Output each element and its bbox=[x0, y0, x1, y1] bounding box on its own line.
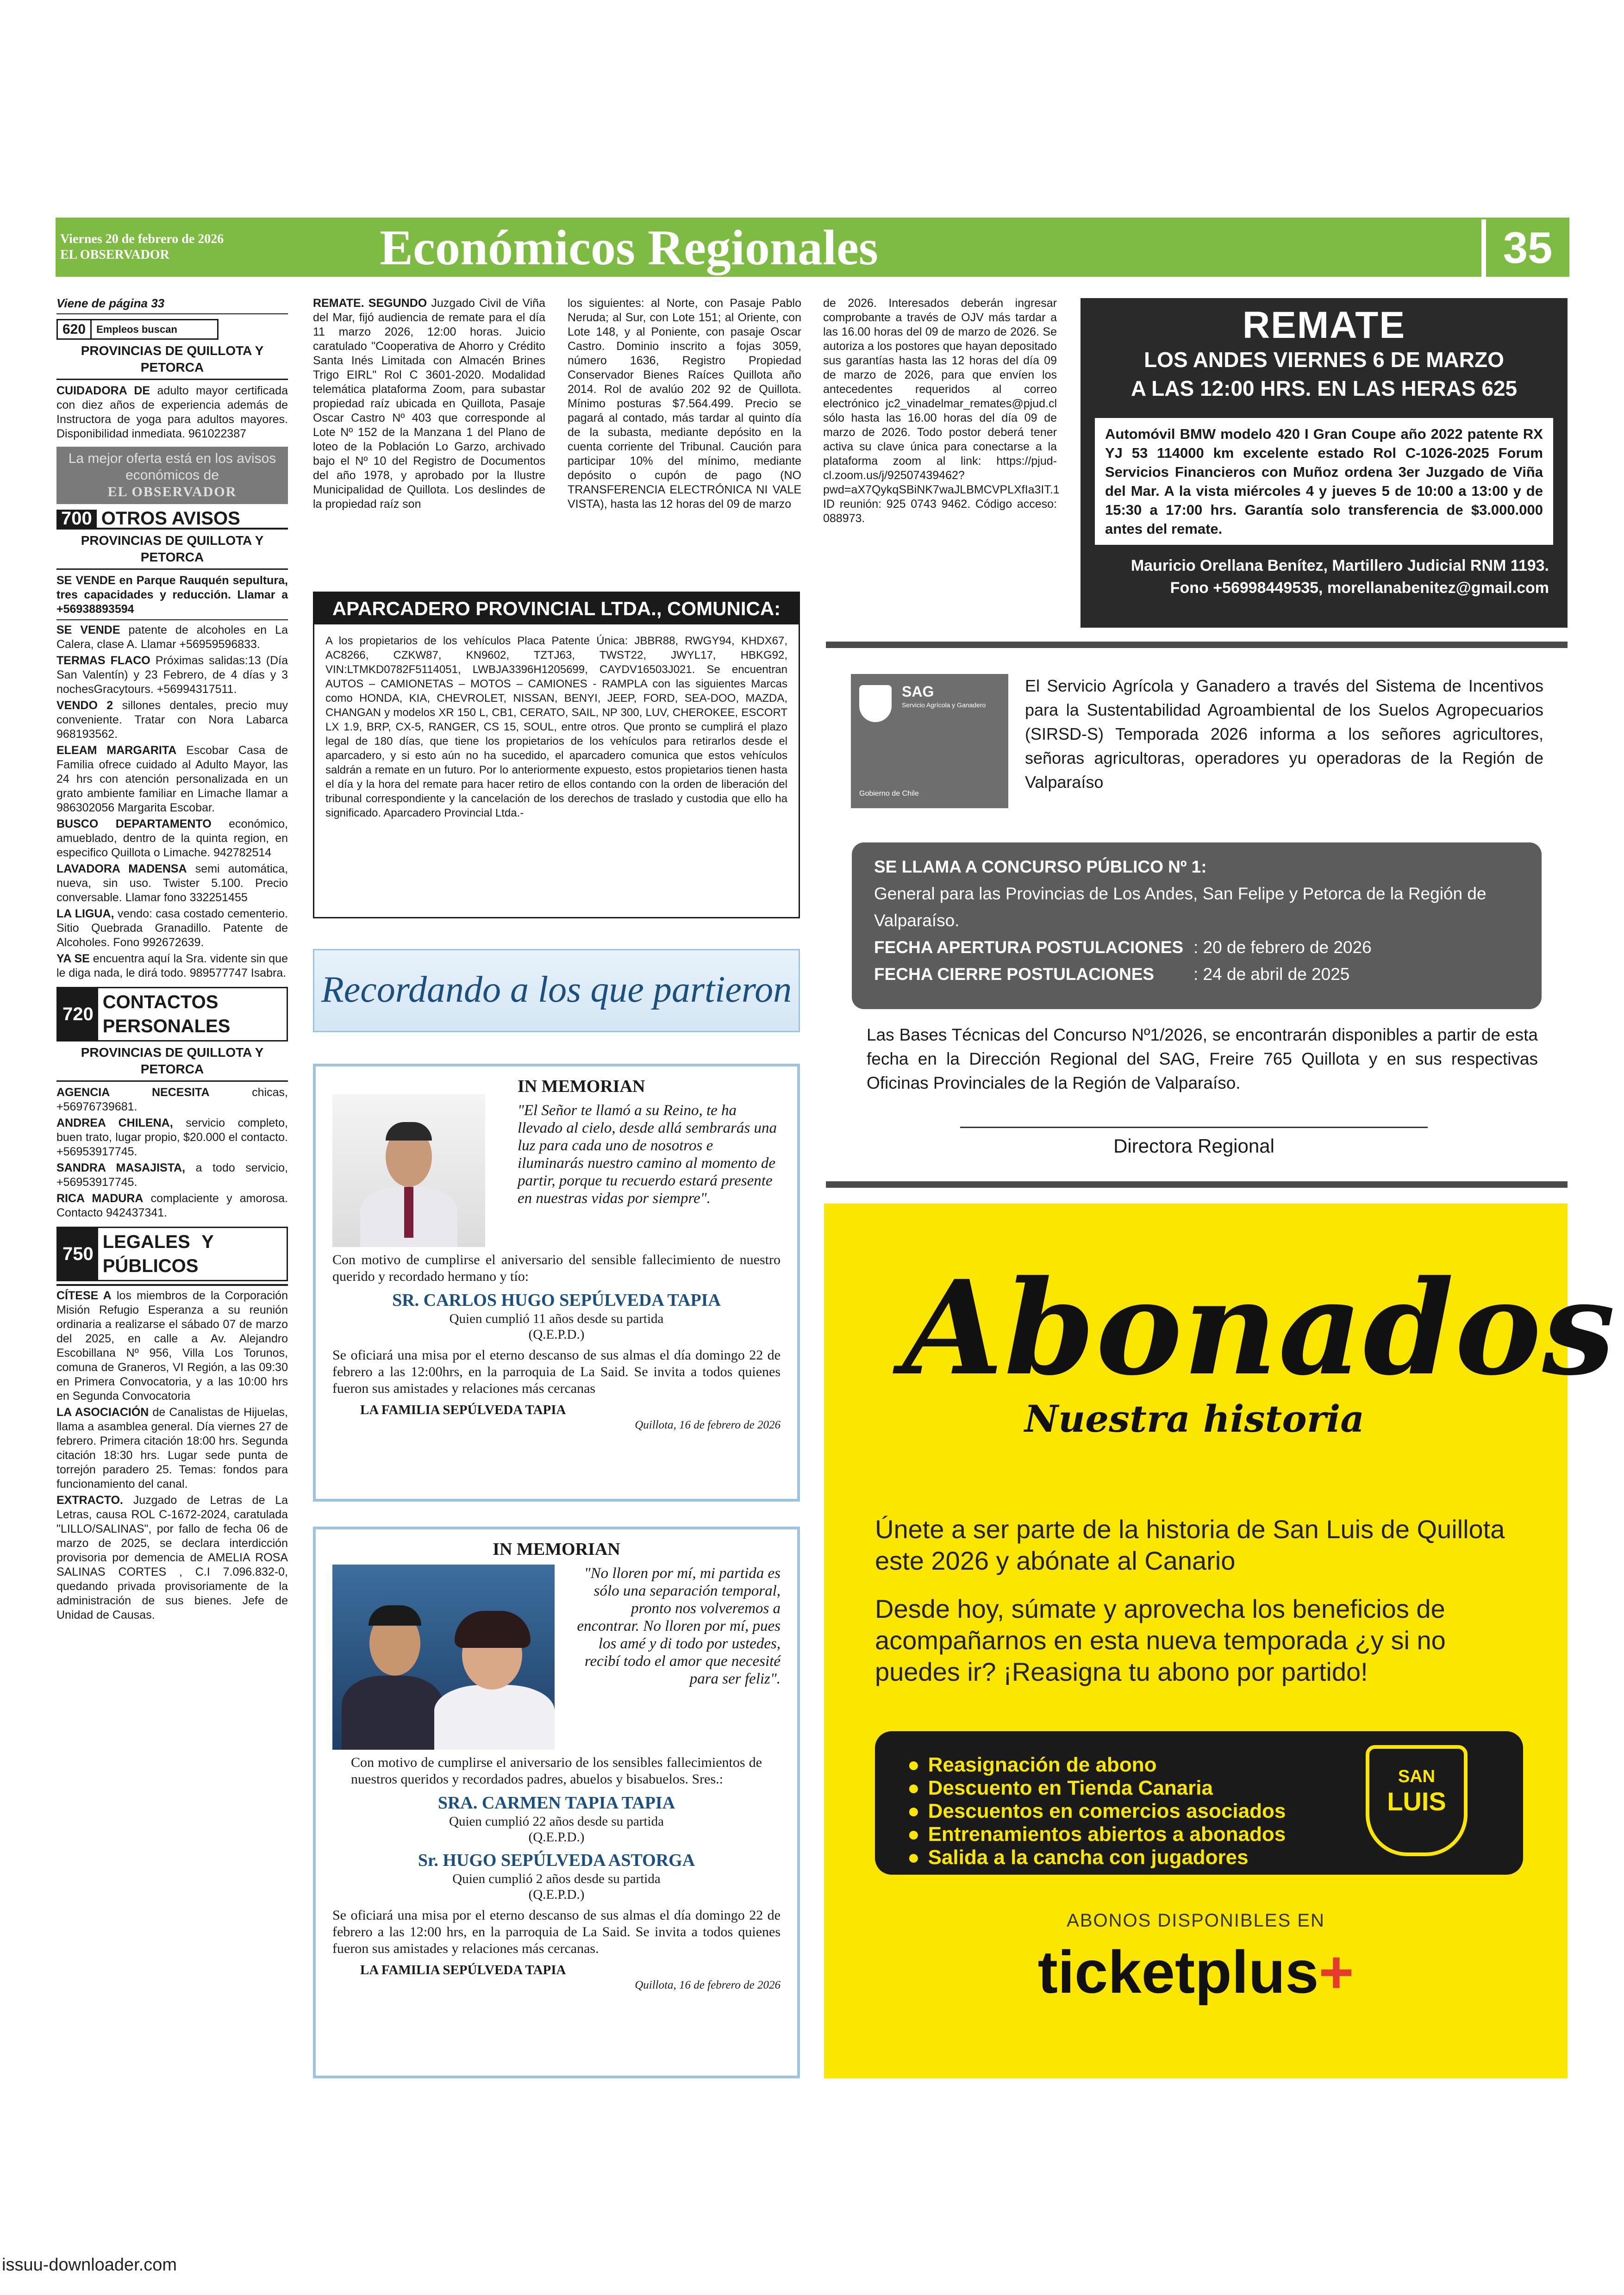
sag-logo: SAG Servicio Agrícola y Ganadero Gobierno de Chile bbox=[851, 674, 1008, 808]
memorial-name: SR. CARLOS HUGO SEPÚLVEDA TAPIA bbox=[392, 1291, 721, 1310]
ad-item: AGENCIA NECESITA chicas, +56976739681. bbox=[56, 1086, 288, 1113]
abonados-title: Abonados bbox=[903, 1252, 1616, 1404]
sag-concurso-title: SE LLAMA A CONCURSO PÚBLICO Nº 1: bbox=[874, 857, 1207, 876]
header-paper: EL OBSERVADOR bbox=[60, 248, 169, 262]
ad-item: EXTRACTO. Juzgado de Letras de La Letras, causa ROL C-1672-2024, caratulada "LILLO/SALINAS", por fallo de fecha 06 de marzo de 2025, se declara interdicción provisoria por demencia de AMELIA ROSA SALINAS CORTES , C.I 7.096.832-0, quedando privada provisoriamente de la administración de sus bienes. Jefe de Unidad de Causas. bbox=[56, 1494, 288, 1621]
memorial-years: Quien cumplió 2 años desde su partida bbox=[452, 1871, 661, 1886]
remate-notice-col3: de 2026. Interesados deberán ingresar comprobante a través de OJV más tardar a las 16.00 horas del 09 de marzo de 2026. Se autoriza a los postores que hayan depositado sus garantías hasta las 12 horas del día 09 de marzo de 2026, para que envíen los antecedentes requeridos al correo electrónico jc2_vinadelmar_remates@pjud.cl sólo hasta las 16.00 horas del día 09 de marzo de 2026. Todo postor deberá tener activa su clave única para conectarse a la plataforma zoom al link: https://pjud-cl.zoom.us/j/92507439462?pwd=aX7QykqSBiNK7waJLBMCVPLXfIa3IT.1 ID reunión: 925 0743 9462. Código acceso: 088973. bbox=[823, 297, 1060, 525]
memorial-years: Quien cumplió 22 años desde su partida bbox=[449, 1814, 664, 1829]
abonados-subtitle: Nuestra historia bbox=[1024, 1397, 1365, 1441]
page-number: 35 bbox=[1481, 219, 1569, 277]
memorial-heading: IN MEMORIAN bbox=[493, 1540, 620, 1559]
benefit-item: ● Salida a la cancha con jugadores bbox=[907, 1846, 1491, 1869]
remate-ad-line1: LOS ANDES VIERNES 6 DE MARZO bbox=[1144, 348, 1504, 372]
section-700 bbox=[56, 510, 288, 530]
ad-cuidadora: CUIDADORA DE adulto mayor certificada con diez años de experiencia además de Instructora de yoga para adultos mayores. Disponibilidad inmediata. 961022387 bbox=[56, 384, 288, 440]
recordando-text: Recordando a los que partieron bbox=[321, 969, 792, 1010]
memorial-date: Quillota, 16 de febrero de 2026 bbox=[635, 1979, 781, 1991]
ad-sepultura: SE VENDE en Parque Rauquén sepultura, tres capacidades y reducción. Llamar a +56938893594 bbox=[56, 574, 288, 616]
continued-label: Viene de página 33 bbox=[56, 296, 165, 310]
memorial-family: LA FAMILIA SEPÚLVEDA TAPIA bbox=[360, 1403, 566, 1417]
remate-ad bbox=[1081, 298, 1568, 628]
sag-cierre: FECHA CIERRE POSTULACIONES : 24 de abril de 2025 bbox=[874, 965, 1350, 984]
section-title: OTROS AVISOS bbox=[101, 508, 240, 529]
header-left bbox=[60, 231, 301, 263]
remate-ad-body: Automóvil BMW modelo 420 I Gran Coupe año 2022 patente RX YJ 53 114000 km excelente estado Rol C-1026-2025 Forum Servicios Financieros con Muñoz ordena 3er Juzgado de Viña del Mar. A la vista miércoles 4 y jueves 5 de 10:00 a 13:00 y de 15:30 a 17:00 hrs. Garantía solo transferencia de $3.000.000 antes del remate. bbox=[1093, 417, 1555, 546]
abonados-paragraph-2: Desde hoy, súmate y aprovecha los beneficios de acompañarnos en esta nueva temporada ¿y si no puedes ir? ¡Reasigna tu abono por partido! bbox=[875, 1594, 1446, 1686]
section-number: 750 bbox=[58, 1228, 98, 1280]
benefit-item: ● Entrenamientos abiertos a abonados bbox=[907, 1823, 1491, 1846]
section-title: CONTACTOS PERSONALES bbox=[102, 992, 231, 1036]
abonados-disponibles: ABONOS DISPONIBLES EN bbox=[1067, 1910, 1325, 1931]
header-date: Viernes 20 de febrero de 2026 bbox=[60, 232, 224, 246]
memorial-years: Quien cumplió 11 años desde su partida bbox=[449, 1311, 664, 1326]
ad-item: LA ASOCIACIÓN de Canalistas de Hijuelas, llama a asamblea general. Día viernes 27 de febrero. Primera citación 18:00 hrs. Segunda citación 18:30 hrs. Lugar sede punta de torrejón paradero 25. Temas: fondos para funcionamiento del canal. bbox=[56, 1406, 288, 1491]
ad-item: LAVADORA MADENSA semi automática, nueva, sin uso. Twister 5.100. Precio conversable. Llamar fono 332251455 bbox=[56, 862, 288, 904]
section-number: 720 bbox=[58, 988, 98, 1040]
aparcadero-body: A los propietarios de los vehículos Placa Patente Única: JBBR88, RWGY94, KHDX67, AC8266, CZKW87, KN9602, TZTJ63, TWST22, JWYL17, HBKG92, VIN:LTMKD0782F5114051, LWBJA3396H1205699, CAYDV16503J021. Se encuentran AUTOS – CAMIONETAS – MOTOS – CAMIONES - RAMPLA con las siguientes Marcas como HONDA, KIA, CHEVROLET, NISSAN, BENYI, JEEP, FORD, SEA-DOO, MAZDA, CHANGAN y modelos XR 150 L, CB1, CERATO, SAIL, NP 300, LUV, CHEROKEE, ESCORT LX 1.9, BRP, CX-5, RANGER, CS 15, SOUL, entre otros. Que pronto se cumplirá el plazo legal de 180 días, que tiene los propietarios de los vehículos para retirarlos desde el aparcadero, y si esto aún no ha sucedido, el aparcadero comunica que estos vehículos saldrán a remate en un futuro. Por lo anteriormente expuesto, estos propietarios tienen hasta el día y la hora del remate para hacer retiro de ellos contando con la orden de liberación del tribunal correspondiente y la cancelación de los derechos de traslado y custodia que ello ha significado. Aparcadero Provincial Ltda.- bbox=[325, 635, 787, 819]
section-number: 620 bbox=[58, 320, 92, 338]
remate-ad-title: REMATE bbox=[1242, 304, 1406, 346]
ads-750-list bbox=[56, 1289, 288, 1622]
ad-item: RICA MADURA complaciente y amorosa. Contacto 942437341. bbox=[56, 1192, 288, 1219]
ad-item: SE VENDE patente de alcoholes en La Calera, clase A. Llamar +56959596833. bbox=[56, 624, 288, 651]
ad-item: SANDRA MASAJISTA, a todo servicio, +56953917745. bbox=[56, 1161, 288, 1189]
section-750 bbox=[56, 1227, 288, 1281]
memorial-mass: Se oficiará una misa por el eterno descanso de sus almas el día domingo 22 de febrero a las 12:00hrs, en la parroquia de La Said. Se invita a todos quienes fueron sus amistades y relaciones más cercanas bbox=[332, 1347, 781, 1396]
memorial-quote: "El Señor te llamó a su Reino, te ha llevado al cielo, desde allá sembrarás una luz para cada uno de nosotros e iluminarás nuestro camino al momento de partir, porque tu recuerdo estará presente en nuestras vidas por siempre". bbox=[518, 1102, 777, 1207]
memorial-qepd: (Q.E.P.D.) bbox=[528, 1830, 585, 1845]
abonados-paragraph-1: Únete a ser parte de la historia de San Luis de Quillota este 2026 y abónate al Canario bbox=[875, 1515, 1505, 1575]
section-720 bbox=[56, 987, 288, 1041]
remate-ad-line2: A LAS 12:00 HRS. EN LAS HERAS 625 bbox=[1131, 376, 1518, 400]
memorial-heading: IN MEMORIAN bbox=[518, 1077, 645, 1096]
remate-ad-header bbox=[1081, 298, 1568, 417]
sag-concurso-general: General para las Provincias de Los Andes, San Felipe y Petorca de la Región de Valparaíso. bbox=[874, 884, 1487, 930]
memorial-qepd: (Q.E.P.D.) bbox=[528, 1327, 585, 1342]
aparcadero-notice bbox=[313, 592, 800, 918]
province-heading: PROVINCIAS DE QUILLOTA Y PETORCA bbox=[56, 1044, 288, 1082]
section-number: 700 bbox=[56, 510, 97, 528]
ads-700-list bbox=[56, 623, 288, 980]
sag-firma: Directora Regional bbox=[1113, 1135, 1274, 1157]
ad-item: LA LIGUA, vendo: casa costado cementerio. Sitio Quebrada Granadillo. Patente de Alcoholes. Fono 992672639. bbox=[56, 907, 288, 949]
memorial-mass: Se oficiará una misa por el eterno descanso de sus almas el día domingo 22 de febrero a las 12:00 hrs, en la parroquia de La Said. Se invita a todos quienes fueron sus amistades y relaciones más cercanas. bbox=[332, 1908, 781, 1956]
recordando-banner bbox=[313, 949, 800, 1032]
aparcadero-title: APARCADERO PROVINCIAL LTDA., COMUNICA: bbox=[314, 593, 799, 624]
sag-intro: El Servicio Agrícola y Ganadero a través del Sistema de Incentivos para la Sustentabilidad Agroambiental de los Suelos Agropecuarios (SIRSD-S) Temporada 2026 informa a los señores agricultores, señoras agricultoras, operadores yu operadoras de la Región de Valparaíso bbox=[1025, 676, 1543, 792]
ad-item: BUSCO DEPARTAMENTO económico, amueblado, dentro de la quinta region, en especifico Quillota o Limache. 942782514 bbox=[56, 817, 288, 859]
ad-item: CÍTESE A los miembros de la Corporación Misión Refugio Esperanza a su reunión ordinaria a realizarse el sábado 07 de marzo del 2025, en calle a Av. Alejandro Escobillana Nº 956, Villa Los Torunos, comuna de Graneros, VI Región, a las 09:30 en Primera Convocatoria, y a las 10:00 hrs en Segunda Convocatoria bbox=[56, 1289, 288, 1403]
section-title: Empleos buscan bbox=[96, 324, 177, 335]
memorial-name: SRA. CARMEN TAPIA TAPIA bbox=[437, 1793, 675, 1813]
page-title: Económicos Regionales bbox=[380, 219, 1074, 277]
section-620 bbox=[56, 319, 219, 340]
remate-notice-col2: los siguientes: al Norte, con Pasaje Pablo Neruda; al Sur, con Lote 151; al Oriente, con Lote 148, y al Poniente, con pasaje Oscar Castro. Dominio inscrito a fojas 3059, número 1636, Registro Propiedad Conservador Bienes Raíces Quillota año 2014. Rol de avalúo 202 92 de Quillota. Mínimo posturas $7.564.499. Precio se pagará al contado, más tardar al quinto día de la subasta, mediante depósito en la cuenta corriente del Tribunal. Caución para participar 10% del mínimo, mediante depósito o cupón de pago (NO TRANSFERENCIA ELECTRÓNICA NI VALE VISTA), hasta las 12 horas del 09 de marzo bbox=[568, 297, 801, 511]
sag-notice bbox=[826, 642, 1568, 1188]
province-heading: PROVINCIAS DE QUILLOTA Y PETORCA bbox=[56, 532, 288, 570]
ad-item: YA SE encuentra aquí la Sra. vidente sin que le diga nada, le dirá todo. 989577747 Isabra. bbox=[56, 952, 288, 979]
shield-icon bbox=[859, 685, 892, 722]
promo-brand: EL OBSERVADOR bbox=[107, 484, 237, 499]
memorial-notice-1 bbox=[313, 1064, 800, 1502]
memorial-quote: "No lloren por mí, mi partida es sólo una separación temporal, pronto nos volveremos a encontrar. No lloren por mí, pues los amé y di todo por ustedes, recibí todo el amor que necesité para ser feliz". bbox=[577, 1565, 781, 1687]
memorial-intro: Con motivo de cumplirse el aniversario de los sensibles fallecimientos de nuestros queridos y recordados padres, abuelos y bisabuelos. Sres.: bbox=[351, 1755, 762, 1787]
classifieds-column bbox=[56, 296, 288, 1624]
ad-item: VENDO 2 sillones dentales, precio muy conveniente. Tratar con Nora Labarca 968193562. bbox=[56, 699, 288, 741]
footer-watermark: issuu-downloader.com bbox=[2, 2255, 177, 2275]
memorial-notice-2 bbox=[313, 1527, 800, 2078]
benefit-item: ● Reasignación de abono bbox=[907, 1753, 1491, 1777]
signature-line bbox=[960, 1127, 1428, 1128]
remate-ad-contact: Mauricio Orellana Benítez, Martillero Judicial RNM 1193. Fono +56998449535, morellanabenitez@gmail.com bbox=[1081, 546, 1568, 607]
province-heading: PROVINCIAS DE QUILLOTA Y PETORCA bbox=[56, 343, 288, 380]
memorial-photo bbox=[332, 1094, 485, 1247]
memorial-qepd: (Q.E.P.D.) bbox=[528, 1887, 585, 1902]
ad-item: ELEAM MARGARITA Escobar Casa de Familia ofrece cuidado al Adulto Mayor, las 24 hrs con atención personalizada en un grato ambiente familiar en Limache llamar a 986302056 Margarita Escobar. bbox=[56, 744, 288, 814]
ad-item: TERMAS FLACO Próximas salidas:13 (Día San Valentín) y 23 Febrero, de 4 días y 3 nochesGracytours. +56994317511. bbox=[56, 654, 288, 696]
benefit-item: ● Descuentos en comercios asociados bbox=[907, 1800, 1491, 1823]
sag-bases: Las Bases Técnicas del Concurso Nº1/2026, se encontrarán disponibles a partir de esta fecha en la Dirección Regional del SAG, Freire 765 Quillota y en sus respectivas Oficinas Provinciales de la Región de Valparaíso. bbox=[867, 1025, 1538, 1092]
remate-notice-col1: REMATE. SEGUNDO Juzgado Civil de Viña del Mar, fijó audiencia de remate para el día 11 marzo 2026, 12:00 horas. Juicio caratulado "Cooperativa de Ahorro y Crédito Santa Inés Limitada con Almacén Brines Trigo EIRL" Rol C 3601-2020. Modalidad telemática plataforma Zoom, para subastar propiedad raíz ubicada en Quillota, Pasaje Oscar Castro Nº 403 que corresponde al Lote Nº 152 de la Manzana 1 del Plano de loteo de la Población Lo Garzo, archivado bajo el Nº 10 del Registro de Documentos del año 1978, y aprobado por la Ilustre Municipalidad de Quillota. Los deslindes de la propiedad raíz son bbox=[313, 297, 545, 511]
promo-box bbox=[56, 447, 288, 504]
section-title: LEGALES Y PÚBLICOS bbox=[102, 1232, 214, 1276]
ticketplus-logo: ticketplus+ bbox=[1037, 1938, 1354, 2006]
ad-item: ANDREA CHILENA, servicio completo, buen trato, lugar propio, $20.000 el contacto. +56953917745. bbox=[56, 1116, 288, 1158]
memorial-name: Sr. HUGO SEPÚLVEDA ASTORGA bbox=[418, 1851, 695, 1870]
sag-apertura: FECHA APERTURA POSTULACIONES : 20 de febrero de 2026 bbox=[874, 938, 1372, 957]
memorial-intro: Con motivo de cumplirse el aniversario del sensible fallecimiento de nuestro querido y recordado hermano y tío: bbox=[332, 1252, 781, 1284]
benefit-item: ● Descuento en Tienda Canaria bbox=[907, 1777, 1491, 1800]
abonados-ad bbox=[824, 1204, 1616, 2078]
promo-text: La mejor oferta está en los avisos económicos de bbox=[68, 451, 276, 483]
san-luis-crest-icon: SAN LUIS bbox=[1366, 1745, 1468, 1856]
ads-720-list bbox=[56, 1085, 288, 1220]
memorial-family: LA FAMILIA SEPÚLVEDA TAPIA bbox=[360, 1963, 566, 1977]
memorial-photo bbox=[332, 1565, 555, 1750]
memorial-date: Quillota, 16 de febrero de 2026 bbox=[635, 1419, 781, 1431]
sag-concurso-box bbox=[852, 842, 1542, 1009]
